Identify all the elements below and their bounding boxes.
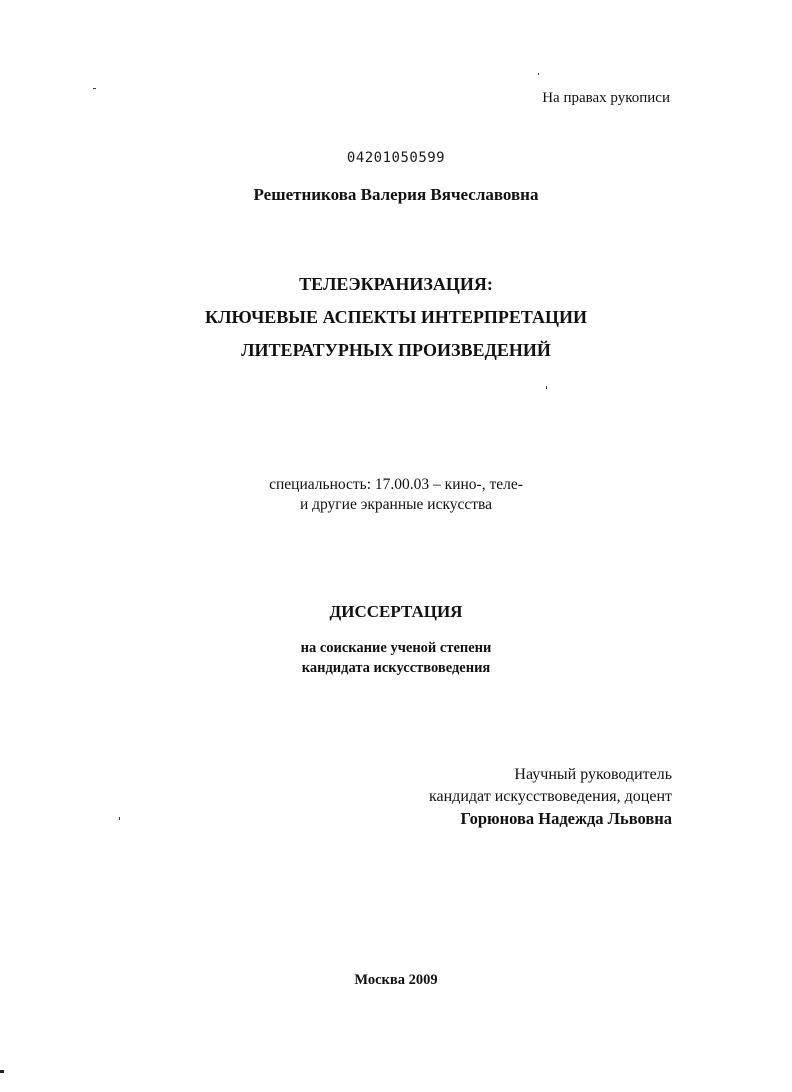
author-name: Решетникова Валерия Вячеславовна (253, 185, 539, 204)
specialty-line-1: специальность: 17.00.03 – кино-, теле- (269, 476, 523, 493)
specialty-line-2: и другие экранные искусства (299, 496, 493, 513)
work-type-heading: ДИССЕРТАЦИЯ (329, 602, 463, 621)
scan-speck (93, 88, 96, 89)
supervisor-name: Горюнова Надежда Львовна (460, 809, 672, 828)
city-year: Москва 2009 (354, 972, 438, 988)
registration-number: 04201050599 (346, 150, 446, 166)
scan-speck (0, 1070, 4, 1073)
degree-line-1: на соискание ученой степени (300, 640, 492, 656)
thesis-title-line-3: ЛИТЕРАТУРНЫХ ПРОИЗВЕДЕНИЙ (241, 340, 551, 360)
degree-line-2: кандидата искусствоведения (301, 660, 491, 676)
supervisor-label: Научный руководитель (514, 766, 672, 783)
scan-speck (538, 73, 539, 75)
scan-speck (119, 817, 120, 820)
manuscript-note: На правах рукописи (542, 90, 670, 106)
scan-speck (546, 386, 547, 389)
supervisor-degree: кандидат искусствоведения, доцент (428, 788, 672, 805)
thesis-title-line-2: КЛЮЧЕВЫЕ АСПЕКТЫ ИНТЕРПРЕТАЦИИ (205, 307, 587, 327)
thesis-title-line-1: ТЕЛЕЭКРАНИЗАЦИЯ: (299, 274, 493, 294)
